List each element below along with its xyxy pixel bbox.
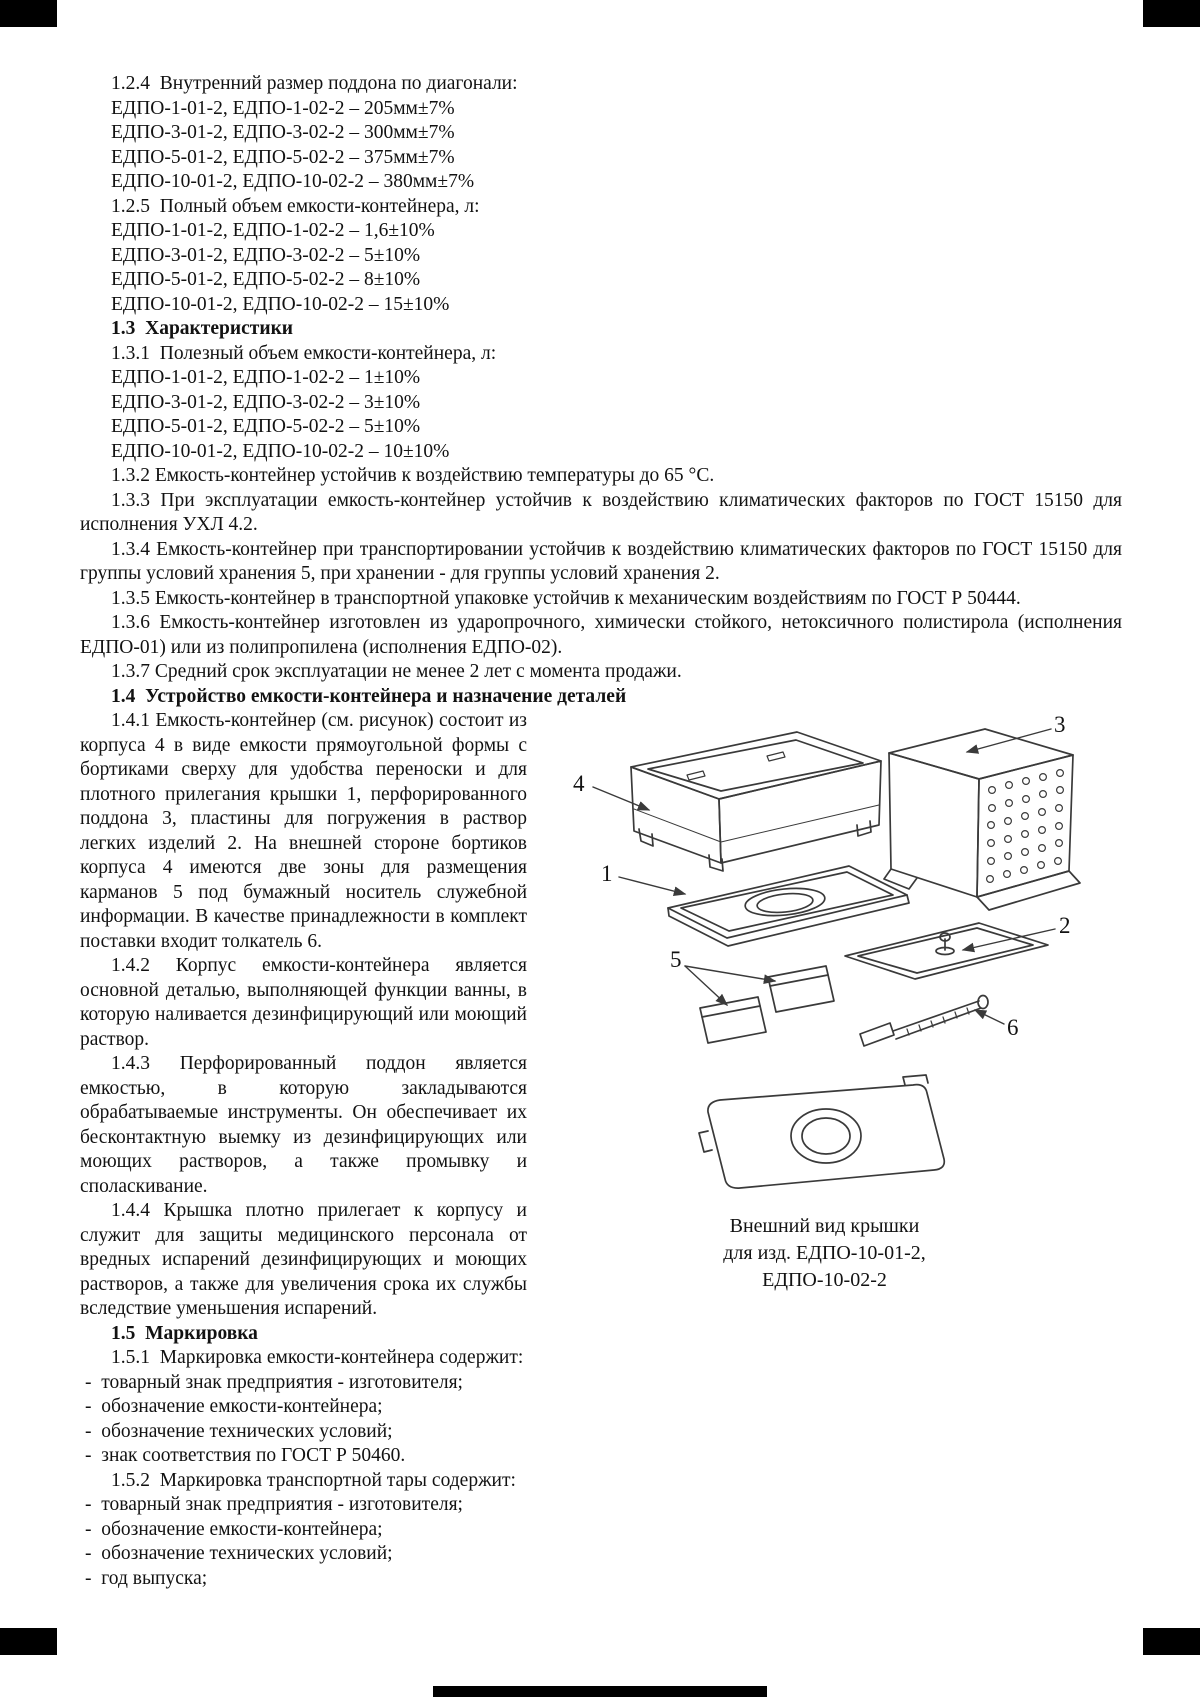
text-line-size-10: ЕДПО-10-01-2, ЕДПО-10-02-2 – 380мм±7% bbox=[111, 171, 475, 192]
text-line-size-1: ЕДПО-1-01-2, ЕДПО-1-02-2 – 205мм±7% bbox=[111, 97, 455, 119]
text-line-useful-1: ЕДПО-1-01-2, ЕДПО-1-02-2 – 1±10% bbox=[111, 367, 421, 388]
figure-part-lid bbox=[668, 866, 909, 946]
crop-mark-top-right bbox=[1143, 0, 1200, 27]
paragraph-1-3-4: 1.3.4 Емкость-контейнер при транспортировании устойчив к воздействию климатических факторов по ГОСТ 15150 для группы условий хранения 5, при хранении - для группы условий хранения 2. bbox=[80, 538, 1122, 584]
crop-mark-bottom-left bbox=[0, 1628, 57, 1655]
list-item: - обозначение емкости-контейнера; bbox=[85, 1518, 383, 1540]
paragraph-1-3-5: 1.3.5 Емкость-контейнер в транспортной упаковке устойчив к механическим воздействиям по ГОСТ Р 50444. bbox=[111, 587, 1021, 609]
perforation-holes bbox=[987, 770, 1064, 883]
paragraph-1-4-4: 1.4.4 Крышка плотно прилегает к корпусу и служит для защиты медицинского персонала от вредных испарений дезинфицирующих и моющих растворов, а также для увеличения срока их службы вследствие уменьшения испарений. bbox=[80, 1200, 527, 1319]
text-line-useful-10: ЕДПО-10-01-2, ЕДПО-10-02-2 – 10±10% bbox=[111, 440, 450, 462]
text-line-size-3: ЕДПО-3-01-2, ЕДПО-3-02-2 – 300мм±7% bbox=[111, 122, 455, 143]
page-content bbox=[80, 72, 1122, 1591]
caption-line-2: для изд. ЕДПО-10-01-2, bbox=[723, 1242, 926, 1264]
paragraph-1-4-1: 1.4.1 Емкость-контейнер (см. рисунок) состоит из корпуса 4 в виде емкости прямоугольной формы с бортиками сверху для удобства переноски и для плотного прилегания крышки 1, перфорированного поддона 3, пластины для погружения в раствор легких изделий 2. На внешней стороне бортиков корпуса 4 имеются две зоны для размещения карманов 5 под бумажный носитель служебной информации. В качестве принадлежности в комплект поставки входит толкатель 6. bbox=[80, 710, 527, 952]
paragraph-1-3-2: 1.3.2 Емкость-контейнер устойчив к воздействию температуры до 65 °С. bbox=[111, 465, 715, 486]
paragraph-1-4-3: 1.4.3 Перфорированный поддон является емкостью, в которую закладываются обрабатываемые инструменты. Он обеспечивает их бесконтактную выемку из дезинфицирующих или моющих растворов, а также промывку и споласкивание. bbox=[80, 1053, 527, 1197]
text-line-size-5: ЕДПО-5-01-2, ЕДПО-5-02-2 – 375мм±7% bbox=[111, 146, 455, 168]
paragraph-1-5-2: 1.5.2 Маркировка транспортной тары содержит: bbox=[111, 1469, 516, 1491]
list-item: - год выпуска; bbox=[85, 1567, 208, 1589]
figure-part-body bbox=[631, 732, 881, 871]
figure-part-pusher bbox=[860, 996, 988, 1047]
list-item: - товарный знак предприятия - изготовителя; bbox=[85, 1494, 463, 1515]
callout-1: 1 bbox=[601, 861, 613, 886]
exploded-view-figure bbox=[527, 709, 1122, 1209]
caption-line-3: ЕДПО-10-02-2 bbox=[762, 1269, 887, 1291]
callout-5: 5 bbox=[670, 947, 682, 972]
callout-4: 4 bbox=[573, 771, 585, 796]
paragraph-1-3-3: 1.3.3 При эксплуатации емкость-контейнер устойчив к воздействию климатических факторов по ГОСТ 15150 для исполнения УХЛ 4.2. bbox=[80, 489, 1122, 535]
figure-column bbox=[527, 709, 1122, 1294]
text-line-vol-5: ЕДПО-5-01-2, ЕДПО-5-02-2 – 8±10% bbox=[111, 269, 421, 290]
text-line-useful-5: ЕДПО-5-01-2, ЕДПО-5-02-2 – 5±10% bbox=[111, 416, 421, 437]
paragraph-1-4-2: 1.4.2 Корпус емкости-контейнера является основной деталью, выполняющей функции ванны, в которую наливается дезинфицирующий или моющий раствор. bbox=[80, 955, 527, 1050]
text-line-1-3-1: 1.3.1 Полезный объем емкости-контейнера, л: bbox=[111, 342, 497, 364]
figure-part-pockets bbox=[700, 966, 834, 1043]
text-line-vol-3: ЕДПО-3-01-2, ЕДПО-3-02-2 – 5±10% bbox=[111, 244, 421, 266]
crop-mark-bottom-bar bbox=[433, 1686, 767, 1697]
callout-6: 6 bbox=[1007, 1015, 1019, 1040]
list-item: - обозначение технических условий; bbox=[85, 1543, 393, 1564]
section-heading-1-3: 1.3 Характеристики bbox=[111, 318, 294, 339]
paragraph-1-3-6: 1.3.6 Емкость-контейнер изготовлен из ударопрочного, химически стойкого, нетоксичного полистирола (исполнения ЕДПО-01) или из полипропилена (исполнения ЕДПО-02). bbox=[80, 612, 1122, 658]
section-heading-1-5: 1.5 Маркировка bbox=[111, 1322, 258, 1344]
text-line-1-2-5: 1.2.5 Полный объем емкости-контейнера, л: bbox=[111, 195, 480, 217]
paragraph-1-5-1: 1.5.1 Маркировка емкости-контейнера содержит: bbox=[111, 1347, 524, 1368]
list-item: - обозначение емкости-контейнера; bbox=[85, 1396, 383, 1417]
figure-part-perforated-tray bbox=[884, 729, 1080, 910]
two-column-section bbox=[80, 709, 1122, 1591]
figure-part-plate bbox=[845, 923, 1048, 979]
callout-3: 3 bbox=[1054, 712, 1066, 737]
list-item: - знак соответствия по ГОСТ Р 50460. bbox=[85, 1445, 406, 1466]
text-line-vol-10: ЕДПО-10-01-2, ЕДПО-10-02-2 – 15±10% bbox=[111, 293, 450, 315]
text-line-1-2-4: 1.2.4 Внутренний размер поддона по диагонали: bbox=[111, 73, 518, 94]
list-item: - товарный знак предприятия - изготовителя; bbox=[85, 1371, 463, 1393]
figure-lid-exterior-view bbox=[699, 1075, 944, 1188]
section-heading-1-4: 1.4 Устройство емкости-контейнера и назначение деталей bbox=[111, 685, 627, 707]
crop-mark-top-left bbox=[0, 0, 57, 27]
caption-line-1: Внешний вид крышки bbox=[729, 1215, 920, 1237]
crop-mark-bottom-right bbox=[1143, 1628, 1200, 1655]
left-text-column bbox=[80, 709, 527, 1591]
figure-caption bbox=[527, 1213, 1122, 1294]
text-line-useful-3: ЕДПО-3-01-2, ЕДПО-3-02-2 – 3±10% bbox=[111, 391, 421, 413]
paragraph-1-3-7: 1.3.7 Средний срок эксплуатации не менее 2 лет с момента продажи. bbox=[111, 661, 682, 682]
list-item: - обозначение технических условий; bbox=[85, 1420, 393, 1442]
text-line-vol-1: ЕДПО-1-01-2, ЕДПО-1-02-2 – 1,6±10% bbox=[111, 220, 435, 241]
callout-2: 2 bbox=[1059, 913, 1071, 938]
